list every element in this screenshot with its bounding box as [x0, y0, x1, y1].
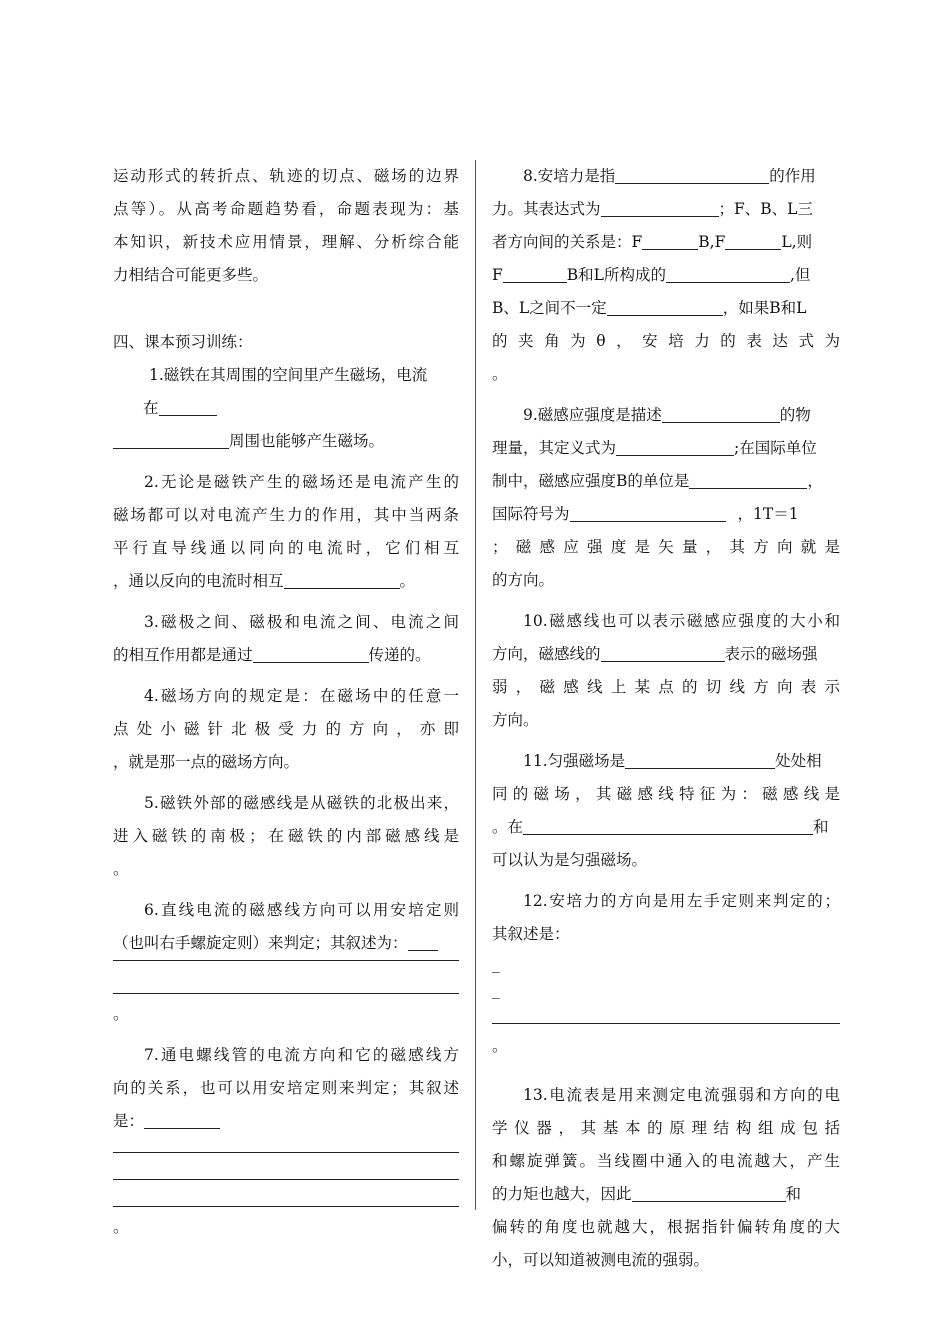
- question-3: 3.磁极之间、磁极和电流之间、电流之间: [144, 613, 459, 631]
- question-1: 1.磁铁在其周围的空间里产生磁场，电流: [149, 366, 428, 384]
- blank[interactable]: [666, 264, 790, 283]
- question-4: 4.磁场方向的规定是：在磁场中的任意一: [144, 687, 459, 705]
- question-9: 9.磁感应强度是描述 的物: [523, 406, 811, 424]
- question-10: 10.磁感线也可以表示磁感应强度的大小和: [523, 612, 840, 630]
- question-5: 5.磁铁外部的磁感线是从磁铁的北极出来，: [144, 794, 459, 812]
- blank[interactable]: [113, 430, 229, 449]
- blank[interactable]: [523, 816, 813, 835]
- question-8: 8.安培力是指 的作用: [523, 167, 816, 185]
- blank[interactable]: [601, 643, 725, 662]
- blank[interactable]: [607, 297, 723, 316]
- question-13: 13.电流表是用来测定电流强弱和方向的电: [523, 1086, 840, 1104]
- blank[interactable]: [503, 264, 567, 283]
- blank[interactable]: [625, 750, 775, 769]
- blank[interactable]: [662, 404, 780, 423]
- question-7: 7.通电螺线管的电流方向和它的磁感线方: [144, 1046, 459, 1064]
- intro-line: 本知识，新技术应用情景，理解、分析综合能: [113, 233, 459, 251]
- answer-line[interactable]: [113, 993, 459, 994]
- question-6: 6.直线电流的磁感线方向可以用安培定则: [144, 901, 459, 919]
- blank[interactable]: [616, 437, 734, 456]
- question-11: 11.匀强磁场是 处处相: [523, 752, 822, 770]
- question-2: 2.无论是磁铁产生的磁场还是电流产生的: [144, 473, 459, 491]
- blank[interactable]: [725, 231, 781, 250]
- blank[interactable]: [284, 570, 400, 589]
- question-12: 12.安培力的方向是用左手定则来判定的；: [523, 892, 840, 910]
- blank[interactable]: [601, 198, 719, 217]
- blank[interactable]: [570, 503, 726, 522]
- blank[interactable]: [689, 470, 807, 489]
- intro-line: 运动形式的转折点、轨迹的切点、磁场的边界: [113, 167, 459, 185]
- blank[interactable]: [408, 932, 438, 951]
- intro-line: 点等）。从高考命题趋势看，命题表现为：基: [113, 200, 459, 218]
- blank[interactable]: [615, 165, 769, 184]
- intro-line: 力相结合可能更多些。: [113, 266, 269, 284]
- right-column: 8.安培力是指 的作用 力。其表达式为 ；F、B、L三 者方向间的关系是：F B,F L,则 F B和L所构成的 ,但 B、L之间不一定 ，如果B和L 的夹角为θ，安培力的表达式为 。 9.磁感应强度是描述 的物 理量，其定义式为 ;在国际单位 制中，磁感应强度B的单位是 ， 国际符号为 ，1T＝1 ；磁感应强度是矢量，其方向就是 的方向。 10.磁感线也可以表示磁感应强度的大小和 方向，磁感线的 表示的磁场强 弱，磁感线上某点的切线方向表示 方向。 11.匀强磁场是 处处相 同的磁场，其磁感线特征为：磁感线是 。在 和 可以认为是匀强磁场。 12.安培力的方向是用左手定则来判定的； 其叙述是： _ _ 。 13.电流表是用来测定电流强弱和方向的电 学仪器，其基本的原理结构组成包括 和螺旋弹簧。当线圈中通入的电流越大，产生 的力矩也越大，因此 和 偏转的角度也就越大，根据指针偏转角度的大 小，可以知道被测电流的强弱。: [492, 160, 840, 1277]
- blank[interactable]: [253, 644, 369, 663]
- answer-line[interactable]: [492, 1023, 840, 1024]
- blank[interactable]: [144, 1110, 220, 1129]
- left-column: 运动形式的转折点、轨迹的切点、磁场的边界 点等）。从高考命题趋势看，命题表现为：基 本知识，新技术应用情景，理解、分析综合能 力相结合可能更多些。 四、课本预习训练： 1.磁铁在其周围的空间里产生磁场，电流 在 周围也能够产生磁场。 2.无论是磁铁产生的磁场还是电流产生的 磁场都可以对电流产生力的作用，其中当两条 平行直导线通以同向的电流时，它们相互 ，通以反向的电流时相互 。 3.磁极之间、磁极和电流之间、电流之间 的相互作用都是通过 传递的。 4.磁场方向的规定是：在磁场中的任意一 点处小磁针北极受力的方向，亦即 ，就是那一点的磁场方向。 5.磁铁外部的磁感线是从磁铁的北极出来， 进入磁铁的南极；在磁铁的内部磁感线是 。 6.直线电流的磁感线方向可以用安培定则 （也叫右手螺旋定则）来判定；其叙述为： 。 7.通电螺线管的电流方向和它的磁感线方 向的关系，也可以用安培定则来判定；其叙述 是： 。: [113, 160, 459, 1244]
- section-title: 四、课本预习训练：: [113, 333, 253, 351]
- blank[interactable]: [159, 397, 217, 416]
- blank[interactable]: [632, 1183, 786, 1202]
- column-divider: [475, 160, 476, 1210]
- blank[interactable]: [642, 231, 698, 250]
- answer-line[interactable]: [113, 1206, 459, 1207]
